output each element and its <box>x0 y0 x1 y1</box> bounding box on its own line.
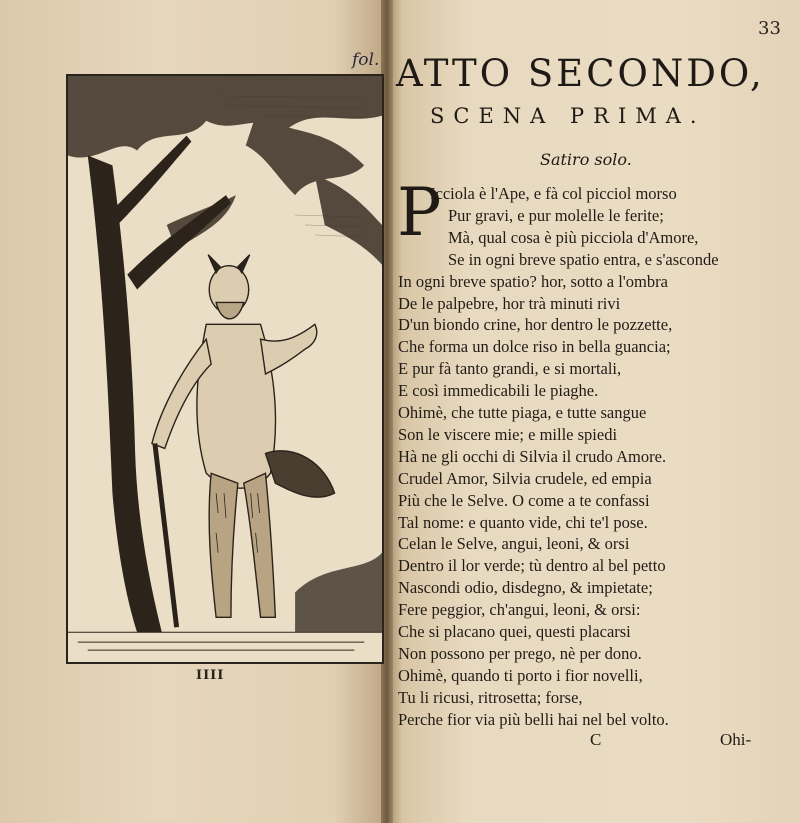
verse-line: Ohimè, quando ti porto i fior novelli, <box>398 665 643 685</box>
verse-line: Celan le Selve, angui, leoni, & orsi <box>398 534 630 554</box>
verse-line: Nascondi odio, disdegno, & impietate; <box>398 578 653 598</box>
verse-line: Non possono per prego, nè per dono. <box>398 643 642 663</box>
verse-line: Che forma un dolce riso in bella guancia; <box>398 337 671 357</box>
handwritten-note: fol. <box>352 50 380 70</box>
verse-line: Ohimè, che tutte piaga, e tutte sangue <box>398 403 647 422</box>
engraving-satyr-plate <box>66 74 384 664</box>
act-title: ATTO SECONDO, <box>396 52 765 95</box>
verse-line: Mà, qual cosa è più picciola d'Amore, <box>448 227 699 247</box>
satyr-engraving-image <box>68 76 382 662</box>
page-number: 33 <box>758 18 781 39</box>
signature-mark: C <box>590 730 602 749</box>
verse-line: E così immedicabili le piaghe. <box>398 381 599 401</box>
plate-number: IIII <box>196 668 225 683</box>
speaker-heading: Satiro solo. <box>540 150 632 169</box>
verse-line: Perche fior via più belli hai nel bel volto. <box>398 709 669 729</box>
verse-line: Più che le Selve. O come a te confassi <box>398 490 650 510</box>
catchword: Ohi- <box>720 730 752 749</box>
verse-line: E pur fà tanto grandi, e si mortali, <box>398 359 622 379</box>
verse-line: Pur gravi, e pur molelle le ferite; <box>448 205 664 225</box>
verse-line: Hà ne gli occhi di Silvia il crudo Amore. <box>398 446 667 466</box>
verse-line: Tu li ricusi, ritrosetta; forse, <box>398 687 583 707</box>
verse-line: Tal nome: e quanto vide, chi te'l pose. <box>398 512 648 532</box>
verse-line: Crudel Amor, Silvia crudele, ed empia <box>398 468 652 488</box>
verse-line: Che si placano quei, questi placarsi <box>398 622 631 641</box>
verse-line: Dentro il lor verde; tù dentro al bel petto <box>398 556 666 576</box>
verse-line: Icciola è l'Ape, e fà col picciol morso <box>430 184 677 203</box>
verse-line: Se in ogni breve spatio entra, e s'asconde <box>448 249 719 269</box>
verse-line: De le palpebre, hor trà minuti rivi <box>398 293 621 313</box>
drop-cap: P <box>397 174 442 251</box>
verse-line: Son le viscere mie; e mille spiedi <box>398 424 618 444</box>
verse-line: Fere peggior, ch'angui, leoni, & orsi: <box>398 600 641 620</box>
verse-line: In ogni breve spatio? hor, sotto a l'ombra <box>398 271 668 291</box>
scene-title: SCENA PRIMA. <box>430 104 706 128</box>
verse-line: D'un biondo crine, hor dentro le pozzette, <box>398 315 673 335</box>
